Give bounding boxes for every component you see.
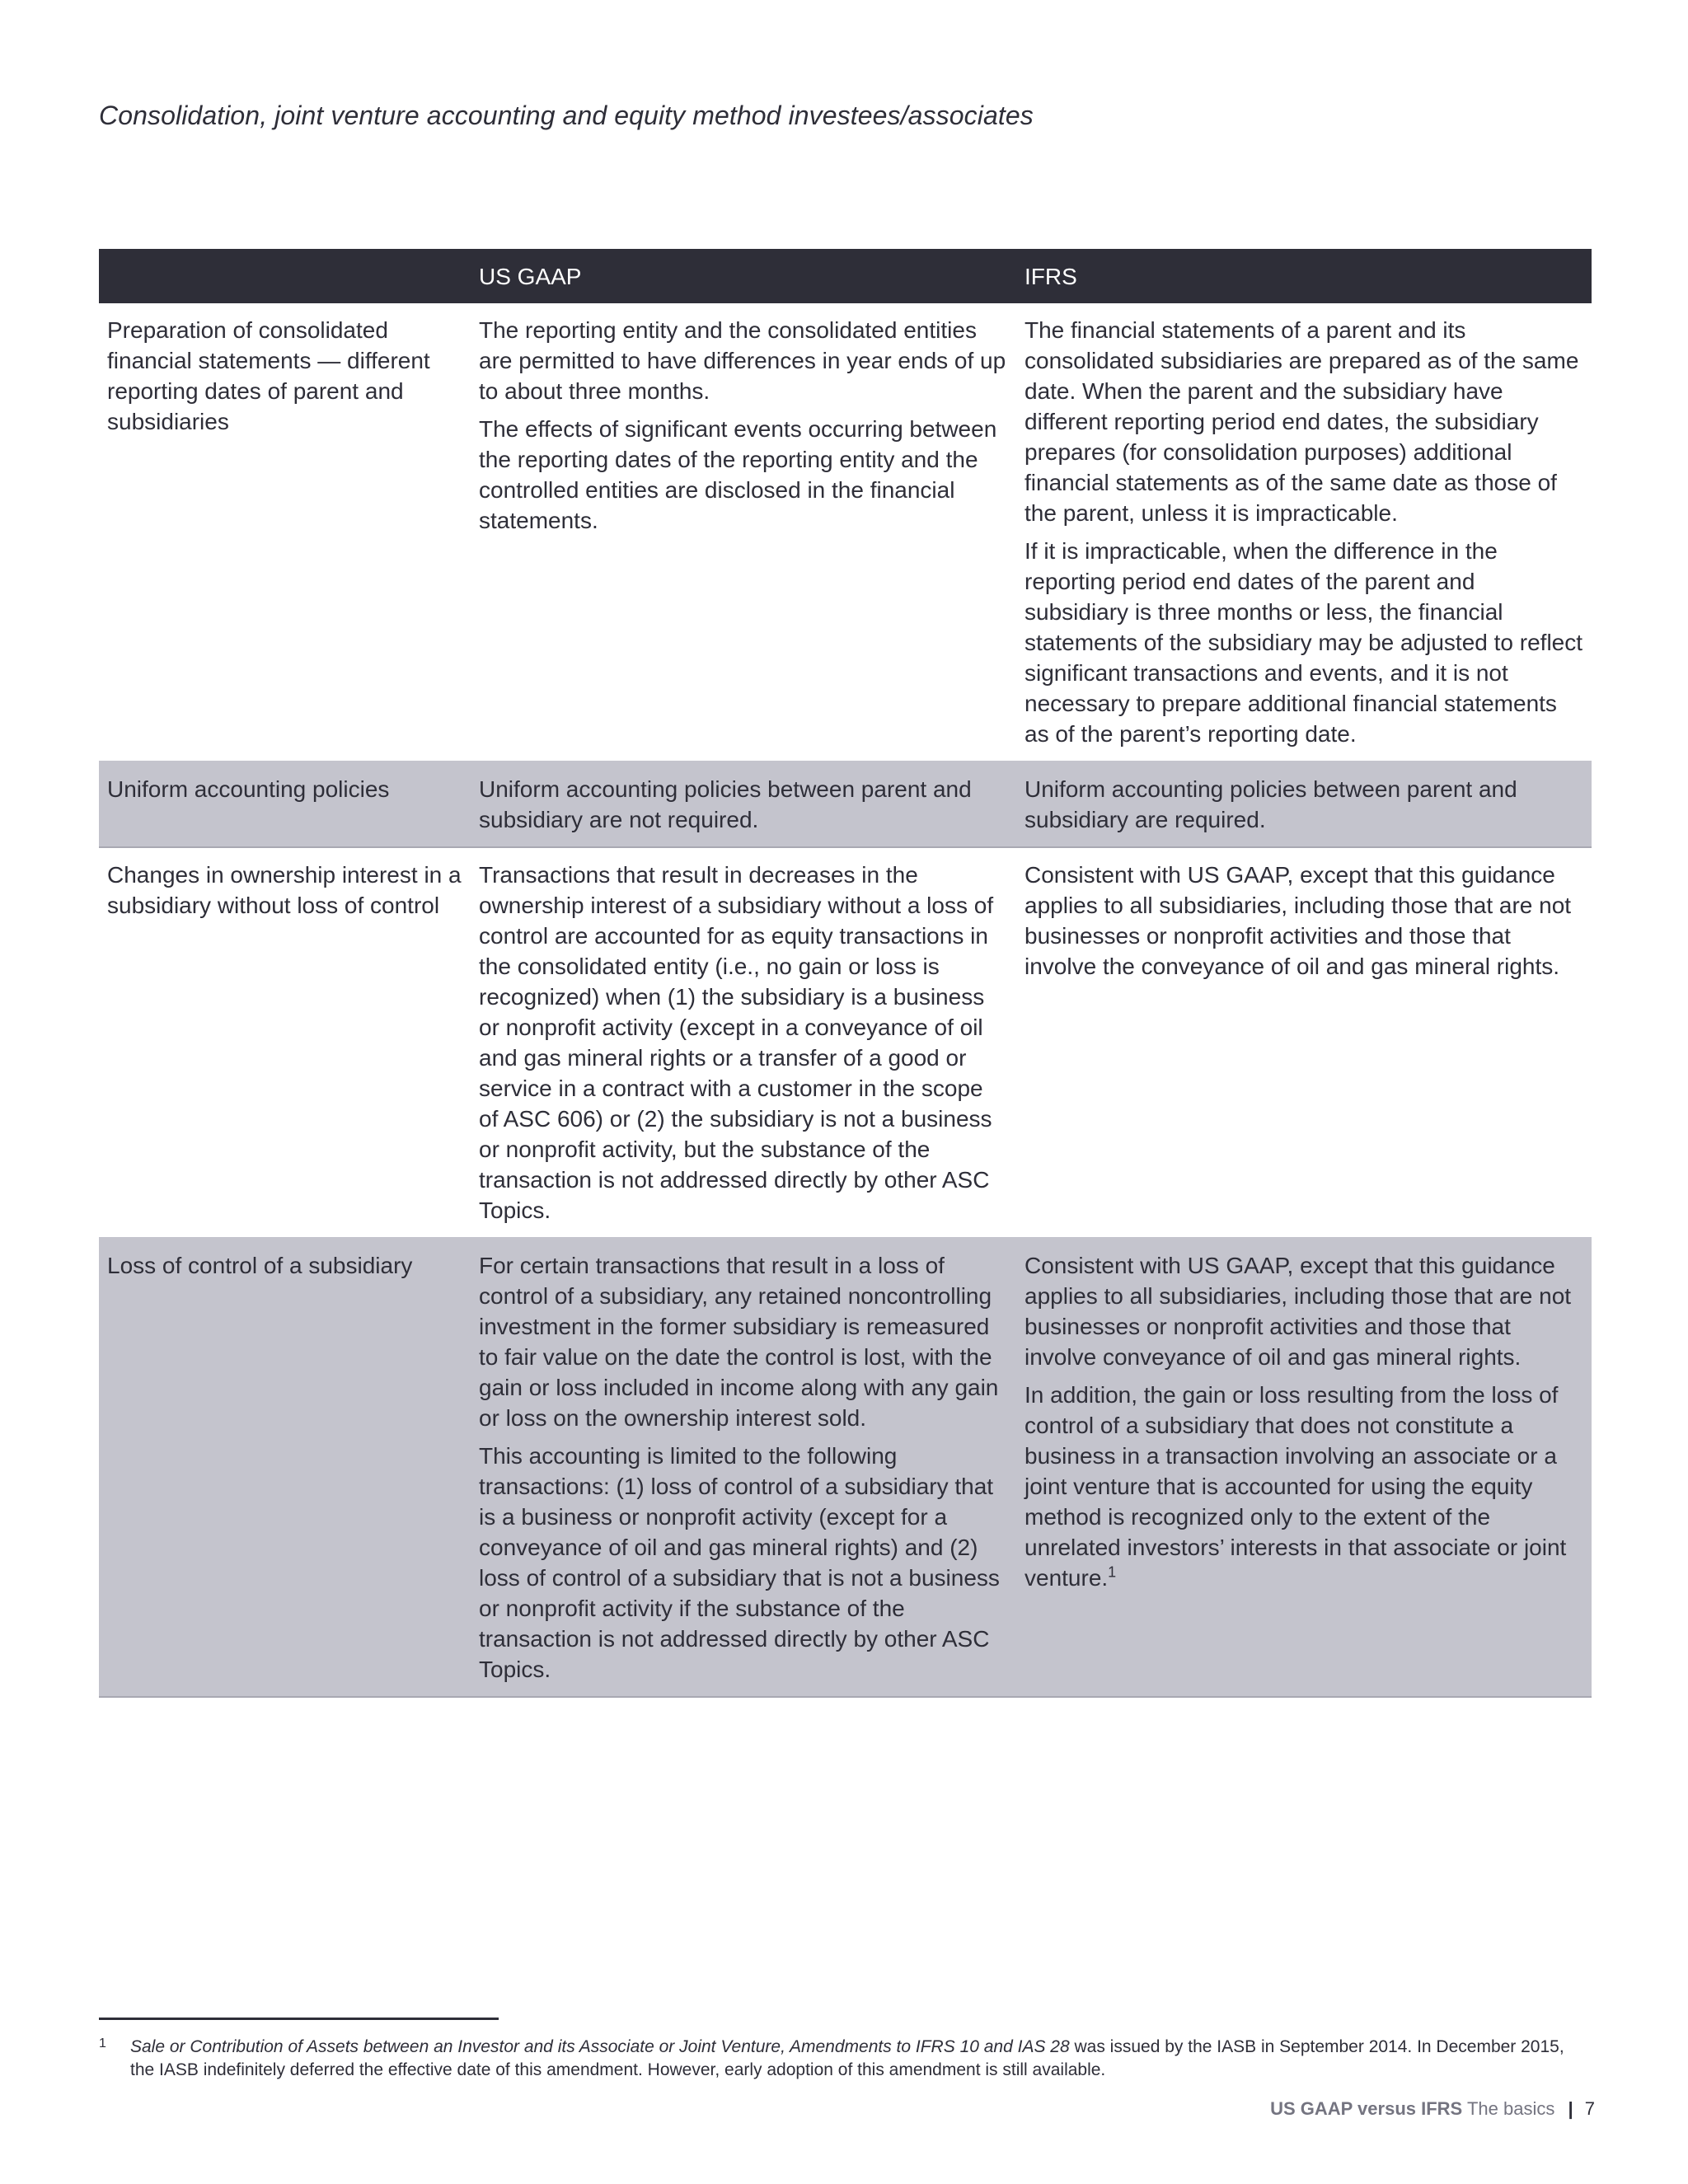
footer-section: The basics [1466,2098,1555,2119]
us-gaap-cell [471,1238,1016,1697]
ifrs-text: Uniform accounting policies between parent and subsidiary are required. [1025,776,1517,832]
ifrs-text: The financial statements of a parent and its consolidated subsidiaries are prepared as of the same date. When the parent and the subsidiary have different reporting period end dates, the subsidiary prepares (for consolidation purposes) additional financial statements as of the same date as those of the parent, unless it is impracticable. [1025,317,1579,526]
us-gaap-text: Transactions that result in decreases in the ownership interest of a subsidiary without a loss of control are accounted for as equity transactions in the consolidated entity (i.e., no gain or loss is recognized) when (1) the subsidiary is a business or nonprofit activity (except in a conveyance of oil and gas mineral rights or a transfer of a good or service in a contract with a customer in the scope of ASC 606) or (2) the subsidiary is not a business or nonprofit activity, but the substance of the transaction is not addressed directly by other ASC Topics. [479,862,994,1223]
footnote-reference[interactable]: 1 [1108,1563,1117,1581]
ifrs-cell [1016,762,1592,847]
ifrs-text: Consistent with US GAAP, except that this guidance applies to all subsidiaries, including those that are not businesses or nonprofit activities and those that involve conveyance of oil and gas mineral rights. [1025,1253,1572,1370]
ifrs-cell [1016,847,1592,1238]
us-gaap-cell [471,762,1016,847]
header-us-gaap: US GAAP [471,249,1016,303]
page-footer [1270,2098,1595,2120]
topic-text: Uniform accounting policies [107,776,390,802]
table-row [99,847,1592,1238]
header-ifrs: IFRS [1016,249,1592,303]
table-row [99,762,1592,847]
footnote [99,2036,1582,2082]
footnote-divider [99,2018,499,2020]
footnote-title: Sale or Contribution of Assets between an Investor and its Associate or Joint Venture, Amendments to IFRS 10 and IAS 28 [130,2037,1070,2056]
page-title: Consolidation, joint venture accounting and equity method investees/associates [99,101,1034,130]
us-gaap-cell [471,303,1016,762]
ifrs-text: Consistent with US GAAP, except that this guidance applies to all subsidiaries, including those that are not businesses or nonprofit activities and those that involve the conveyance of oil and gas mineral rights. [1025,862,1572,979]
ifrs-text: If it is impracticable, when the difference in the reporting period end dates of the parent and subsidiary is three months or less, the financial statements of the subsidiary may be adjusted to reflect significant transactions and events, and it is not necessary to prepare additional financial statements as of the parent’s reporting date. [1025,538,1583,747]
us-gaap-text: The reporting entity and the consolidated entities are permitted to have differences in year ends of up to about three months. [479,317,1006,404]
ifrs-text: In addition, the gain or loss resulting from the loss of control of a subsidiary that does not constitute a business in a transaction involving an associate or a joint venture that is accounted for using the equity method is recognized only to the extent of the unrelated investors’ interests in that associate or joint venture. [1025,1382,1567,1591]
topic-text: Loss of control of a subsidiary [107,1253,413,1278]
row-topic [99,303,471,762]
comparison-table [99,249,1592,1698]
us-gaap-text: The effects of significant events occurring between the reporting dates of the reporting entity and the controlled entities are disclosed in the financial statements. [479,416,997,533]
page-number: 7 [1584,2098,1595,2119]
footnote-body [99,2036,1582,2082]
us-gaap-text: This accounting is limited to the following transactions: (1) loss of control of a subsidiary that is a business or nonprofit activity (except for a conveyance of oil and gas mineral rights) and (2) loss of control of a subsidiary that is not a business or nonprofit activity if the substance of the transaction is not addressed directly by other ASC Topics. [479,1443,1000,1682]
topic-text: Changes in ownership interest in a subsidiary without loss of control [107,862,462,918]
table-header-row [99,249,1592,303]
us-gaap-text: For certain transactions that result in a loss of control of a subsidiary, any retained noncontrolling investment in the former subsidiary is remeasured to fair value on the date the control is lost, with the gain or loss included in income along with any gain or loss on the ownership interest sold. [479,1253,999,1431]
footnote-text: was issued by the IASB in September 2014. In December 2015, the IASB indefinitely deferred the effective date of this amendment. However, early adoption of this amendment is still available. [130,2037,1564,2079]
ifrs-text-with-footnote [1025,1380,1583,1593]
row-topic [99,847,471,1238]
table-row [99,303,1592,762]
us-gaap-text: Uniform accounting policies between parent and subsidiary are not required. [479,776,972,832]
header-topic [99,249,471,303]
footer-doc-name: US GAAP versus IFRS [1270,2098,1463,2119]
footer-separator: | [1568,2098,1573,2119]
topic-text: Preparation of consolidated financial statements — different reporting dates of parent and subsidiaries [107,317,430,434]
ifrs-cell [1016,303,1592,762]
table-row [99,1238,1592,1697]
row-topic [99,1238,471,1697]
row-topic [99,762,471,847]
us-gaap-cell [471,847,1016,1238]
footnote-marker: 1 [99,2036,106,2050]
ifrs-cell [1016,1238,1592,1697]
